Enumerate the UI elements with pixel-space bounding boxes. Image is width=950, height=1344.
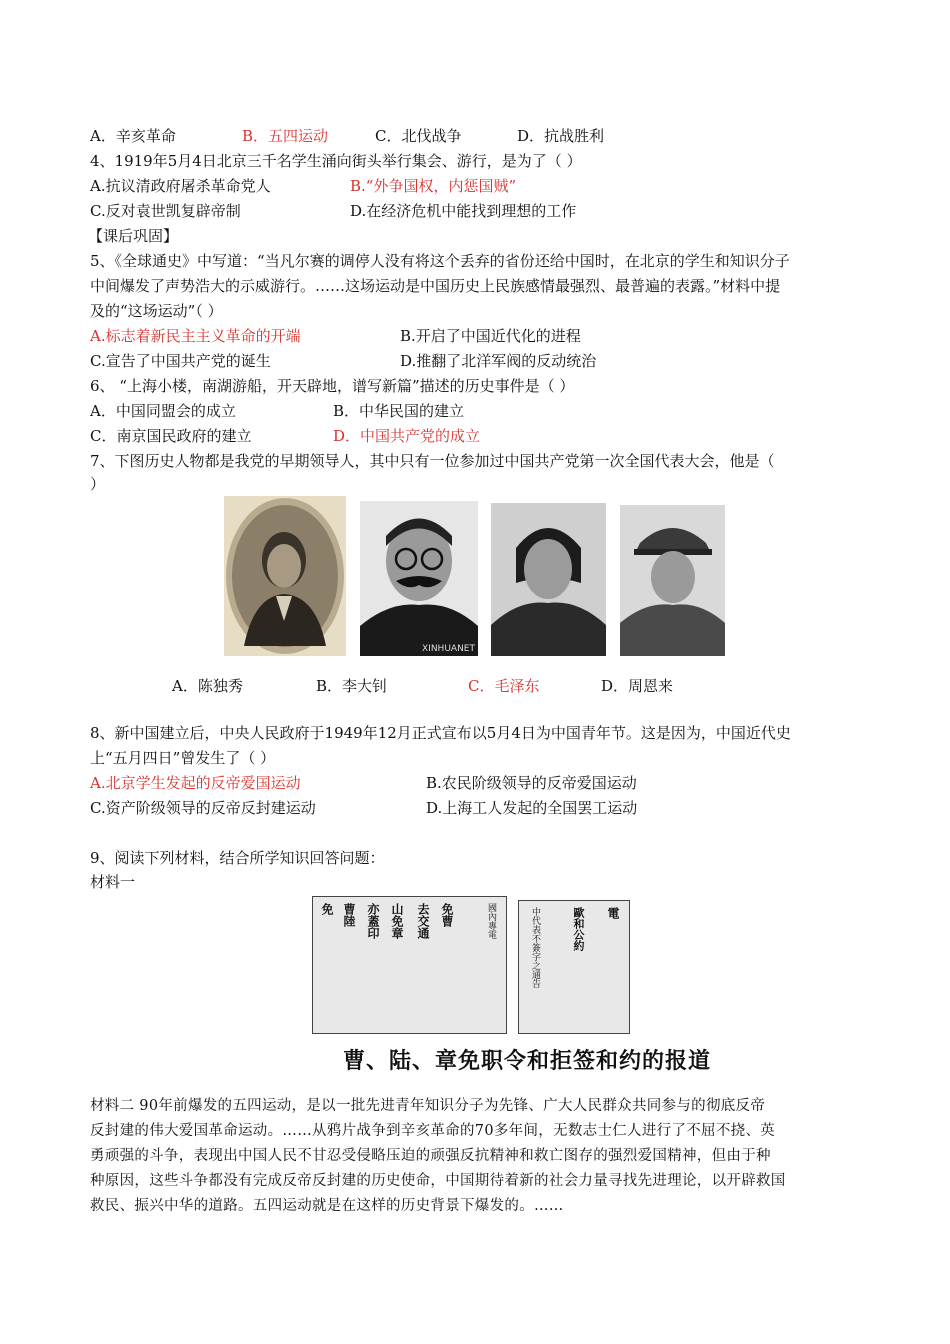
q8-option-d: D.上海工人发起的全国罢工运动 xyxy=(426,799,638,817)
q6-option-a: A．中国同盟会的成立 xyxy=(90,402,236,420)
newspaper-clipping-1 xyxy=(312,896,507,1034)
clip1-col: 免 xyxy=(320,903,334,915)
q8-stem-line2: 上“五月四日”曾发生了（ ） xyxy=(90,749,276,767)
q4-option-a: A.抗议清政府屠杀革命党人 xyxy=(90,177,271,195)
q8-option-c: C.资产阶级领导的反帝反封建运动 xyxy=(90,799,316,817)
q4-option-c: C.反对袁世凯复辟帝制 xyxy=(90,202,241,220)
q7-stem-line1: 7、下图历史人物都是我党的早期领导人，其中只有一位参加过中国共产党第一次全国代表大会，他是（ xyxy=(90,452,775,470)
clip1-col: 山免章 xyxy=(390,903,404,939)
clip2-col: 中代表不簽字之通告 xyxy=(530,907,540,988)
newspaper-clipping-2 xyxy=(518,900,630,1034)
q8-option-a: A.北京学生发起的反帝爱国运动 xyxy=(90,774,301,792)
material2-paragraph xyxy=(90,1094,870,1219)
q5-option-c: C.宣告了中国共产党的诞生 xyxy=(90,352,271,370)
q6-stem: 6、 “上海小楼，南湖游船，开天辟地，谱写新篇”描述的历史事件是（ ） xyxy=(90,377,575,395)
q7-option-c: C．毛泽东 xyxy=(468,677,540,695)
material1-label: 材料一 xyxy=(90,873,136,891)
q4-option-d: D.在经济危机中能找到理想的工作 xyxy=(350,202,577,220)
material2-line: 材料二 90年前爆发的五四运动，是以一批先进青年知识分子为先锋、广大人民群众共同参与的彻底反帝 xyxy=(90,1098,766,1114)
material2-line: 反封建的伟大爱国革命运动。……从鸦片战争到辛亥革命的70多年间，无数志士仁人进行了不屈不挠、英 xyxy=(90,1123,776,1139)
xinhuanet-watermark: XINHUANET xyxy=(422,644,475,654)
clip1-col: 去交通 xyxy=(416,903,430,939)
q3-option-d: D．抗战胜利 xyxy=(517,127,605,145)
q7-stem-line2: ） xyxy=(90,475,106,493)
q8-stem-line1: 8、新中国建立后，中央人民政府于1949年12月正式宣布以5月4日为中国青年节。这是因为，中国近代史 xyxy=(90,724,791,742)
clip2-col: 電 xyxy=(606,907,620,919)
q7-option-a: A．陈独秀 xyxy=(172,677,243,695)
portrait-chen-duxiu xyxy=(224,496,346,656)
material2-line: 种原因，这些斗争都没有完成反帝反封建的历史使命，中国期待着新的社会力量寻找先进理论，以开辟救国 xyxy=(90,1173,786,1189)
q6-option-b: B．中华民国的建立 xyxy=(333,402,465,420)
portrait-zhou-enlai xyxy=(620,505,725,656)
q5-option-d: D.推翻了北洋军阀的反动统治 xyxy=(400,352,597,370)
clip1-col: 亦蓋印 xyxy=(366,903,380,939)
q8-option-b: B.农民阶级领导的反帝爱国运动 xyxy=(426,774,637,792)
q6-option-c: C．南京国民政府的建立 xyxy=(90,427,252,445)
q3-option-a: A．辛亥革命 xyxy=(90,127,176,145)
q5-stem-line1: 5、《全球通史》中写道：“当凡尔赛的调停人没有将这个丢弃的省份还给中国时，在北京的学生和知识分子 xyxy=(90,252,790,270)
q3-option-c: C．北伐战争 xyxy=(375,127,462,145)
q9-stem: 9、阅读下列材料，结合所学知识回答问题： xyxy=(90,849,385,867)
portrait-li-dazhao xyxy=(360,501,478,656)
clip1-col: 國內專電 xyxy=(486,903,496,939)
clipping-caption: 曹、陆、章免职令和拒签和约的报道 xyxy=(343,1049,712,1074)
section-title: 【课后巩固】 xyxy=(88,227,179,245)
material2-line: 救民、振兴中华的道路。五四运动就是在这样的历史背景下爆发的。…… xyxy=(90,1198,564,1214)
q3-option-b: B．五四运动 xyxy=(242,127,329,145)
clip1-col: 曹陸 xyxy=(342,903,356,927)
q5-option-b: B.开启了中国近代化的进程 xyxy=(400,327,581,345)
q6-option-d: D．中国共产党的成立 xyxy=(333,427,481,445)
q4-stem: 4、1919年5月4日北京三千名学生涌向街头举行集会、游行，是为了（ ） xyxy=(90,152,582,170)
q7-option-b: B．李大钊 xyxy=(316,677,388,695)
q4-option-b: B.“外争国权，内惩国贼” xyxy=(350,177,517,195)
clip1-col: 免曹 xyxy=(440,903,454,927)
material2-line: 勇顽强的斗争，表现出中国人民不甘忍受侵略压迫的顽强反抗精神和救亡图存的强烈爱国精神，但由于种 xyxy=(90,1148,771,1164)
q7-option-d: D．周恩来 xyxy=(601,677,674,695)
q5-stem-line3: 及的“这场运动”（ ） xyxy=(90,302,223,320)
clip2-col: 歐和公約 xyxy=(572,907,585,951)
portrait-mao-zedong xyxy=(491,503,606,656)
q5-option-a: A.标志着新民主主义革命的开端 xyxy=(90,327,301,345)
q5-stem-line2: 中间爆发了声势浩大的示威游行。……这场运动是中国历史上民族感情最强烈、最普遍的表露。”材料中提 xyxy=(90,277,781,295)
